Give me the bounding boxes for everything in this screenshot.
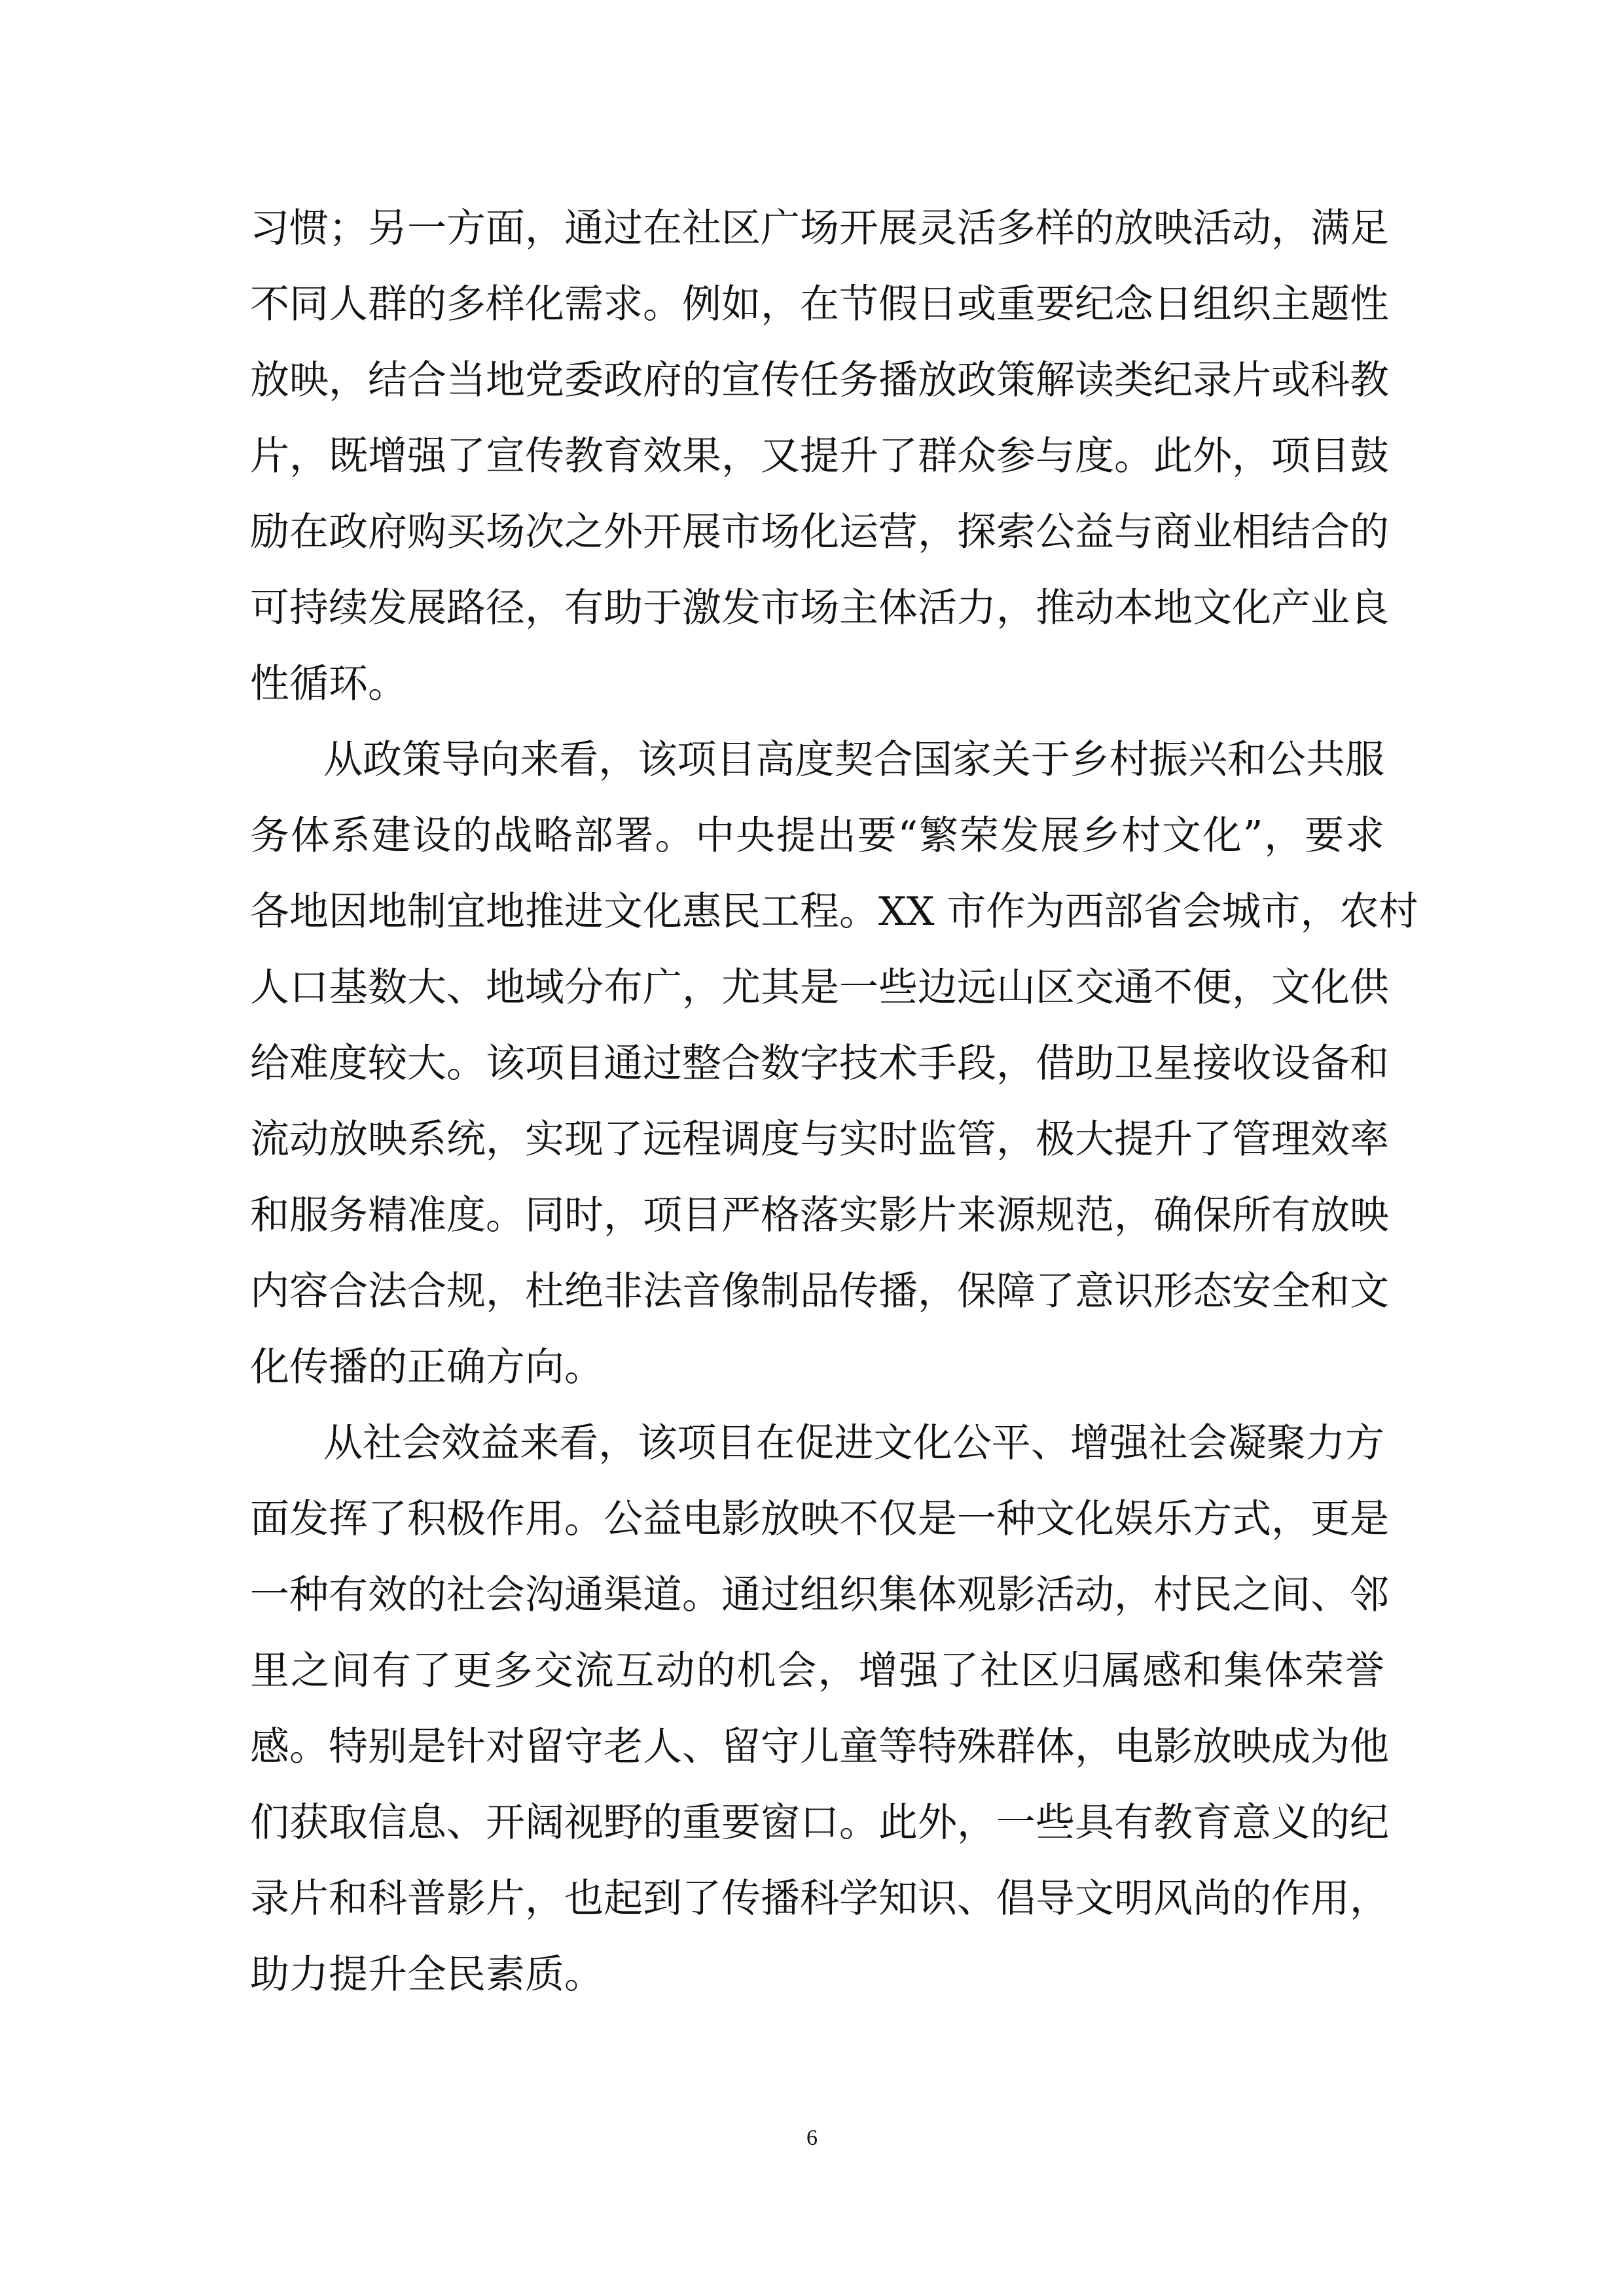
text-line: 不同人群的多样化需求。例如，在节假日或重要纪念日组织主题性 — [250, 281, 1389, 327]
text-line: 流动放映系统，实现了远程调度与实时监管，极大提升了管理效率 — [250, 1117, 1389, 1162]
text-line: 放映，结合当地党委政府的宣传任务播放政策解读类纪录片或科教 — [250, 357, 1389, 403]
paragraph — [250, 722, 1418, 1405]
text-line: 助力提升全民素质。 — [250, 1952, 604, 1998]
text-line: 可持续发展路径，有助于激发市场主体活力，推动本地文化产业良 — [250, 585, 1389, 631]
text-line: 习惯；另一方面，通过在社区广场开展灵活多样的放映活动，满足 — [250, 206, 1389, 251]
text-line: 和服务精准度。同时，项目严格落实影片来源规范，确保所有放映 — [250, 1193, 1389, 1238]
text-line: 务体系建设的战略部署。中央提出要“繁荣发展乡村文化”，要求 — [250, 813, 1384, 859]
text-line: 给难度较大。该项目通过整合数字技术手段，借助卫星接收设备和 — [250, 1041, 1389, 1086]
text-line: 化传播的正确方向。 — [250, 1344, 604, 1390]
text-line: 人口基数大、地域分布广，尤其是一些边远山区交通不便，文化供 — [250, 965, 1389, 1011]
text-line: 从社会效益来看，该项目在促进文化公平、增强社会凝聚力方 — [323, 1420, 1384, 1466]
text-line: 面发挥了积极作用。公益电影放映不仅是一种文化娱乐方式，更是 — [250, 1496, 1389, 1542]
document-body — [250, 190, 1418, 2013]
text-line: 励在政府购买场次之外开展市场化运营，探索公益与商业相结合的 — [250, 509, 1389, 555]
text-line: 录片和科普影片，也起到了传播科学知识、倡导文明风尚的作用， — [250, 1876, 1389, 1922]
text-line: 们获取信息、开阔视野的重要窗口。此外，一些具有教育意义的纪 — [250, 1800, 1389, 1846]
text-line: 里之间有了更多交流互动的机会，增强了社区归属感和集体荣誉 — [250, 1648, 1384, 1694]
page-number: 6 — [806, 2126, 818, 2150]
text-line: 从政策导向来看，该项目高度契合国家关于乡村振兴和公共服 — [323, 737, 1384, 783]
paragraph — [250, 190, 1389, 722]
text-line: 各地因地制宜地推进文化惠民工程。XX 市作为西部省会城市，农村 — [250, 889, 1418, 935]
text-line: 感。特别是针对留守老人、留守儿童等特殊群体，电影放映成为他 — [250, 1724, 1389, 1770]
paragraph — [250, 1405, 1389, 2013]
text-line: 片，既增强了宣传教育效果，又提升了群众参与度。此外，项目鼓 — [250, 433, 1389, 479]
text-line: 性循环。 — [250, 661, 407, 707]
text-line: 一种有效的社会沟通渠道。通过组织集体观影活动，村民之间、邻 — [250, 1572, 1389, 1618]
text-line: 内容合法合规，杜绝非法音像制品传播，保障了意识形态安全和文 — [250, 1268, 1389, 1314]
